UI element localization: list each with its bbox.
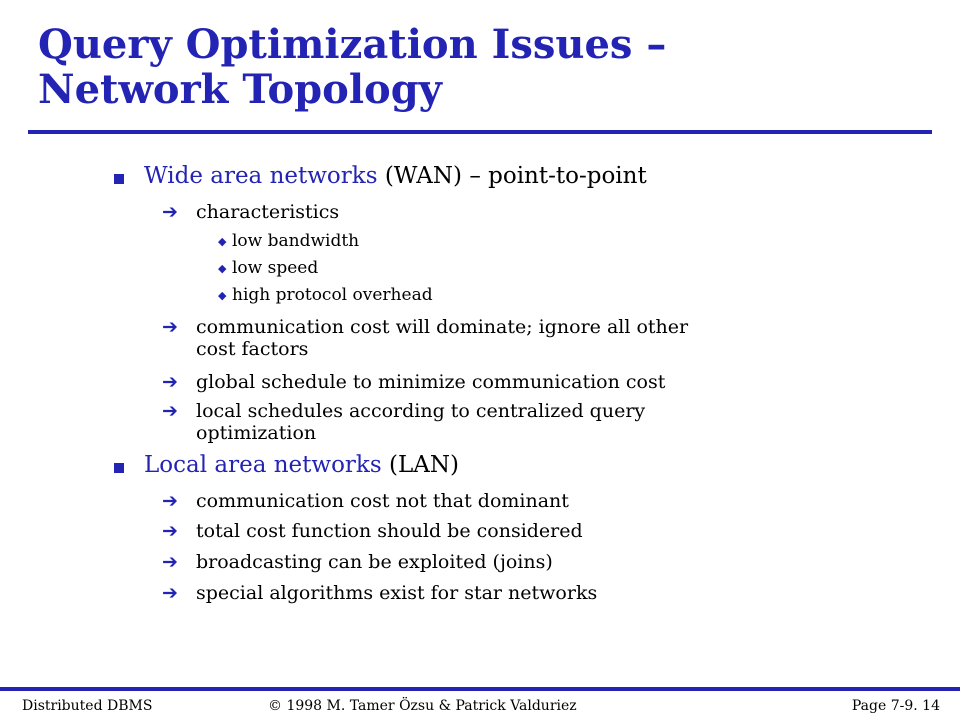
- arrow-right-icon: ➔: [162, 551, 178, 573]
- arrow-right-icon: ➔: [162, 316, 178, 338]
- title-divider: [28, 130, 932, 134]
- sub-sub-bullet-text: high protocol overhead: [232, 285, 433, 305]
- bullet-text: [144, 163, 647, 189]
- diamond-bullet-icon: ◆: [218, 235, 227, 248]
- sub-sub-bullet-text: low speed: [232, 258, 319, 278]
- arrow-right-icon: ➔: [162, 520, 178, 542]
- sub-bullet-text: total cost function should be considered: [196, 520, 583, 542]
- arrow-right-icon: ➔: [162, 201, 178, 223]
- footer-page-number: Page 7-9. 14: [851, 698, 940, 714]
- sub-bullet-line-1: local schedules according to centralized query: [196, 400, 646, 422]
- footer-divider: [0, 687, 960, 691]
- sub-bullet-text: special algorithms exist for star networks: [196, 582, 598, 604]
- sub-bullet-text: broadcasting can be exploited (joins): [196, 551, 553, 573]
- bullet-rest: (LAN): [381, 452, 459, 478]
- sub-bullet-text: global schedule to minimize communication cost: [196, 371, 666, 393]
- sub-bullet-line-2: cost factors: [196, 338, 309, 360]
- arrow-right-icon: ➔: [162, 490, 178, 512]
- bullet-rest: (WAN) – point-to-point: [377, 163, 647, 189]
- arrow-right-icon: ➔: [162, 582, 178, 604]
- slide-title: [38, 22, 918, 112]
- sub-bullet-line-2: optimization: [196, 422, 317, 444]
- sub-sub-bullet-text: low bandwidth: [232, 231, 360, 251]
- sub-bullet-text: characteristics: [196, 201, 340, 223]
- footer-left: Distributed DBMS: [22, 698, 153, 714]
- sub-bullet-text: [196, 400, 645, 444]
- diamond-bullet-icon: ◆: [218, 262, 227, 275]
- bullet-highlight: Local area networks: [144, 452, 382, 478]
- arrow-right-icon: ➔: [162, 400, 178, 422]
- title-line-2: Network Topology: [38, 66, 442, 113]
- bullet-text: [144, 452, 459, 478]
- diamond-bullet-icon: ◆: [218, 289, 227, 302]
- sub-bullet-line-1: communication cost will dominate; ignore all other: [196, 316, 689, 338]
- arrow-right-icon: ➔: [162, 371, 178, 393]
- square-bullet-icon: [114, 463, 124, 473]
- sub-bullet-text: communication cost not that dominant: [196, 490, 569, 512]
- footer-center: © 1998 M. Tamer Özsu & Patrick Valduriez: [268, 698, 577, 714]
- bullet-highlight: Wide area networks: [144, 163, 378, 189]
- square-bullet-icon: [114, 174, 124, 184]
- sub-bullet-text: [196, 316, 688, 360]
- title-line-1: Query Optimization Issues –: [38, 21, 667, 68]
